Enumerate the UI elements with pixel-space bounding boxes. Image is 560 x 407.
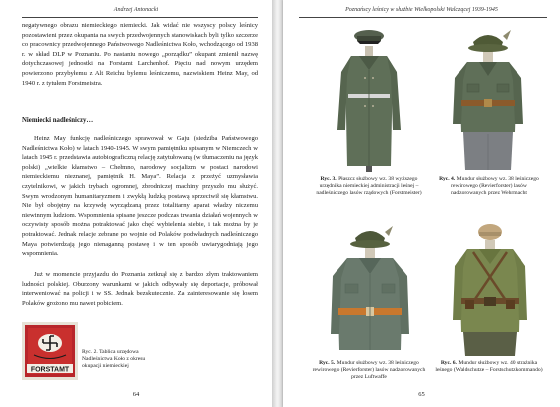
figure-6-number: Ryc. 6.: [440, 360, 457, 366]
figure-2-caption: [82, 349, 162, 370]
paragraph-2: Heinz May funkcję nadleśniczego sprawował w Gaju (siedziba Państwowego Nadleśnictwa Koło) w latach 1940-1945. W swym pamiętniku spisanym w Niemczech w latach 1945 r. przedstawia autobiograficzną relację zatytułowaną (w tłumaczeniu na język polski) „wielkie kłamstwo – Chełmno, narodowy socjalizm w postaci narodowi niemieckiemu nieznanej, pamiętnik H. Maya”. Relacja z przeżyć uzmysławia czytelnikowi, w jakich trybach ogromnej, zbrodniczej machiny przyszło mu służyć. Swym wrodzonym humanitaryzmem i zwykłą ludzką postawą sprzeciwił się kłamstwu. Nie był obojętny na krzywdę wyrządzaną przez totalitarny aparat władzy niczemu niewinnym ludziom. Wspomnienia spisane jeszcze podczas trwania działań wojennych w oczywisty sposób można potraktować jako chęć wybielenia siebie, i tak można by je potraktować. Jednak relacje zebrane po wojnie od Polaków podwładnych nadleśniczego Maya potwierdzają jego nienaganną postawę i w ten sposób uwiarygodniają jego wspomnienia.: [22, 135, 258, 258]
paragraph-3: Już w momencie przyjazdu do Poznania zetknął się z bardzo złym traktowaniem ludności polskiej. Oburzony warunkami w jakich odbywały się deportacje, próbował interweniować na policji i w SS. Jednak bezskutecznie. Za zainteresowanie się losem Polaków grożono mu nawet pobiciem.: [22, 271, 258, 307]
header-rule-left: [22, 17, 258, 18]
book-gutter: [272, 0, 283, 407]
header-rule-right: [299, 17, 547, 18]
figure-2-text: Tablica urzędowa Nadleśnictwa Koło z okresu okupacji niemieckiej: [82, 349, 146, 369]
figure-4-text: Mundur służbowy wz. 38 leśniczego rewirowego (Revierforster) lasów nadzorowanych przez Wehrmacht: [451, 176, 539, 196]
figure-5-caption: [311, 360, 427, 381]
page-number-left: 64: [132, 391, 140, 398]
right-page: [283, 0, 560, 407]
page-number-right: 65: [418, 391, 425, 398]
plate-lettering: FORSTAMT: [30, 366, 70, 374]
figure-3-caption: [311, 176, 427, 197]
running-head-left: Andrzej Antonacki: [113, 7, 159, 13]
figure-4-number: Ryc. 4.: [439, 176, 456, 182]
figure-4-caption: [433, 176, 545, 197]
figure-3-text: Płaszcz służbowy wz. 38 wyższego urzędnika niemieckiej administracji leśnej – nadleśniczego lasów rządowych (Forstmeister): [316, 176, 422, 196]
figure-2-number: Ryc. 2.: [82, 349, 98, 355]
running-head-right: Poznańscy leśnicy w służbie Wielkopolski Walczącej 1939-1945: [345, 7, 498, 13]
section-heading: Niemiecki nadleśniczy…: [22, 117, 94, 124]
forstamt-plate-image: [22, 322, 78, 380]
figure-6-text: Mundur służbowy wz. 40 strażnika leśnego (Waldschutze – Forstschutzkommando): [435, 360, 543, 373]
figure-3-number: Ryc. 3.: [320, 176, 337, 182]
figure-3-coat-image: [321, 26, 417, 174]
paragraph-1: negatywnego obrazu niemieckiego niemiecki. Jak widać nie wszyscy polscy leśnicy pozostawieni przez okupanta na swych przedwojennych stanowiskach byli tylko szczerze co pracownicy przedwojennego Państwowego Nadleśnictwa Koło, wchodzącego od 1938 r. w skład DLP w Poznaniu. Po nastaniu nowego „porządku” okupant zmienił nazwę dotychczasowej jednostki na Forstamt Larchenhof. Pięciu nad nowym urzędem powierzono przybyłemu z Alt Reichu bylemu leśniczemu, nazwiskiem Heinz May, od 1940 r. z tytułem Forstmeistra.: [22, 22, 258, 87]
figure-5-number: Ryc. 5.: [319, 360, 336, 366]
left-page: [0, 0, 272, 407]
figure-5-uniform-image: [323, 224, 417, 358]
figure-4-uniform-image: [445, 28, 531, 174]
figure-6-caption: [433, 360, 545, 374]
figure-6-uniform-image: [447, 222, 533, 358]
figure-5-text: Mundur służbowy wz. 38 leśniczego rewirowego (Revierforster) lasów nadzorowanych przez Luftwaffe: [312, 360, 426, 380]
